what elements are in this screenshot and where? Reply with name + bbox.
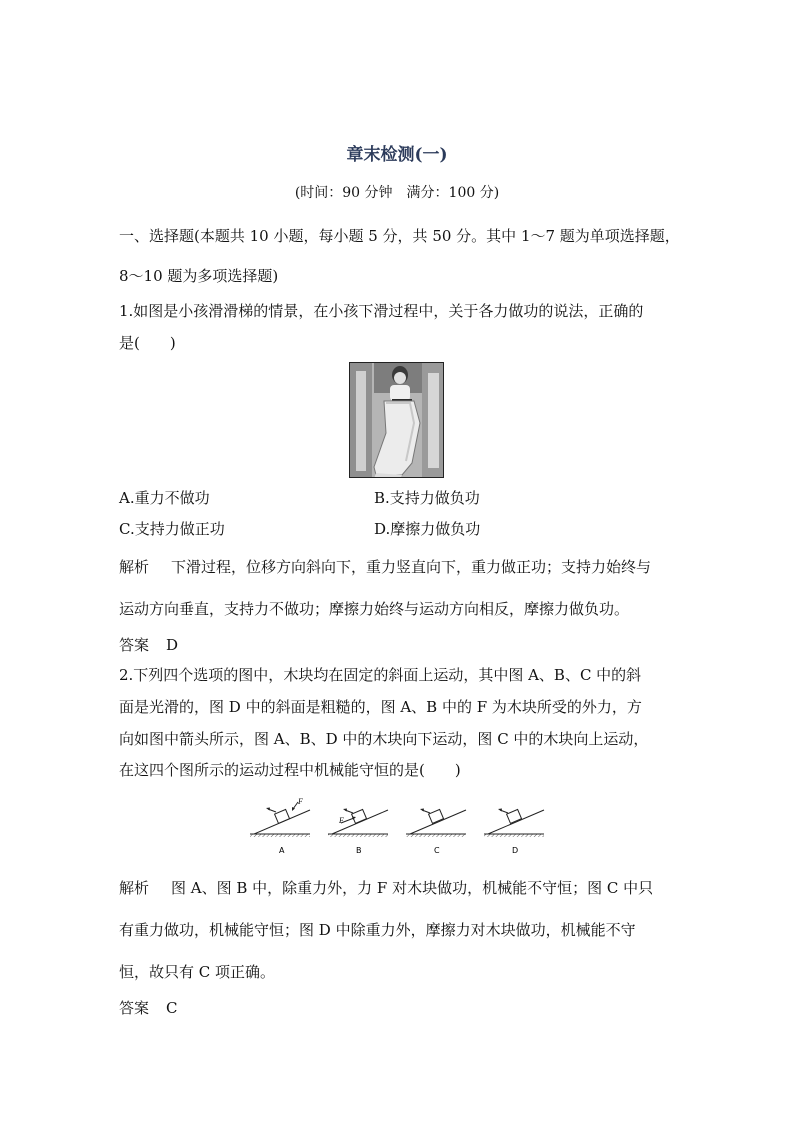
exam-info: (时间：90 分钟 满分：100 分) xyxy=(294,185,500,201)
slide-photo xyxy=(349,362,444,478)
page-title: 章末检测(一) xyxy=(346,145,448,165)
q1-option-a: A.重力不做功 xyxy=(119,489,210,507)
q2-analysis-line-1: 图 A、图 B 中，除重力外，力 F 对木块做功，机械能不守恒；图 C 中只 xyxy=(171,879,654,897)
section-heading-line-1: 一、选择题(本题共 10 小题，每小题 5 分，共 50 分。其中 1～7 题为单项选择题， xyxy=(119,227,680,245)
diagram-d-label: D xyxy=(512,846,519,855)
q1-option-d: D.摩擦力做负功 xyxy=(374,520,481,538)
q1-option-c: C.支持力做正功 xyxy=(119,520,225,538)
q1-answer-label: 答案 xyxy=(119,636,150,654)
q2-answer: C xyxy=(166,999,178,1017)
diagram-a-label: A xyxy=(279,846,285,855)
q1-analysis-line-1: 下滑过程，位移方向斜向下，重力竖直向下，重力做正功；支持力始终与 xyxy=(171,558,652,576)
diagram-c xyxy=(406,809,466,856)
q2-analysis-line-3: 恒，故只有 C 项正确。 xyxy=(119,963,276,981)
q2-stem-line-1: 2.下列四个选项的图中，木块均在固定的斜面上运动，其中图 A、B、C 中的斜 xyxy=(119,666,642,684)
child-on-slide-icon xyxy=(350,363,444,478)
q2-stem-line-4: 在这四个图所示的运动过程中机械能守恒的是( ) xyxy=(119,761,461,779)
q2-stem-line-3: 向如图中箭头所示，图 A、B、D 中的木块向下运动，图 C 中的木块向上运动， xyxy=(119,730,649,748)
q1-analysis-line-2: 运动方向垂直，支持力不做功；摩擦力始终与运动方向相反，摩擦力做负功。 xyxy=(119,600,630,618)
diagram-a-force-label: F xyxy=(298,797,303,806)
diagram-c-label: C xyxy=(434,846,440,855)
q2-answer-label: 答案 xyxy=(119,999,150,1017)
q2-analysis-label: 解析 xyxy=(119,879,150,897)
diagram-b xyxy=(328,809,388,856)
section-heading-line-2: 8～10 题为多项选择题) xyxy=(119,267,279,285)
q1-analysis-label: 解析 xyxy=(119,558,150,576)
q2-analysis-line-2: 有重力做功，机械能守恒；图 D 中除重力外，摩擦力对木块做功，机械能不守 xyxy=(119,921,636,939)
inclined-plane-figure xyxy=(248,796,548,858)
q2-stem-line-2: 面是光滑的，图 D 中的斜面是粗糙的，图 A、B 中的 F 为木块所受的外力，方 xyxy=(119,698,642,716)
q1-stem-line-2: 是( ) xyxy=(119,334,176,352)
diagram-d xyxy=(484,809,544,856)
q1-option-b: B.支持力做负功 xyxy=(374,489,480,507)
diagram-b-force-label: F xyxy=(339,816,344,825)
diagram-b-label: B xyxy=(356,846,362,855)
q1-answer: D xyxy=(166,636,179,654)
q1-stem-line-1: 1.如图是小孩滑滑梯的情景，在小孩下滑过程中，关于各力做功的说法，正确的 xyxy=(119,302,644,320)
diagram-a xyxy=(250,797,310,855)
